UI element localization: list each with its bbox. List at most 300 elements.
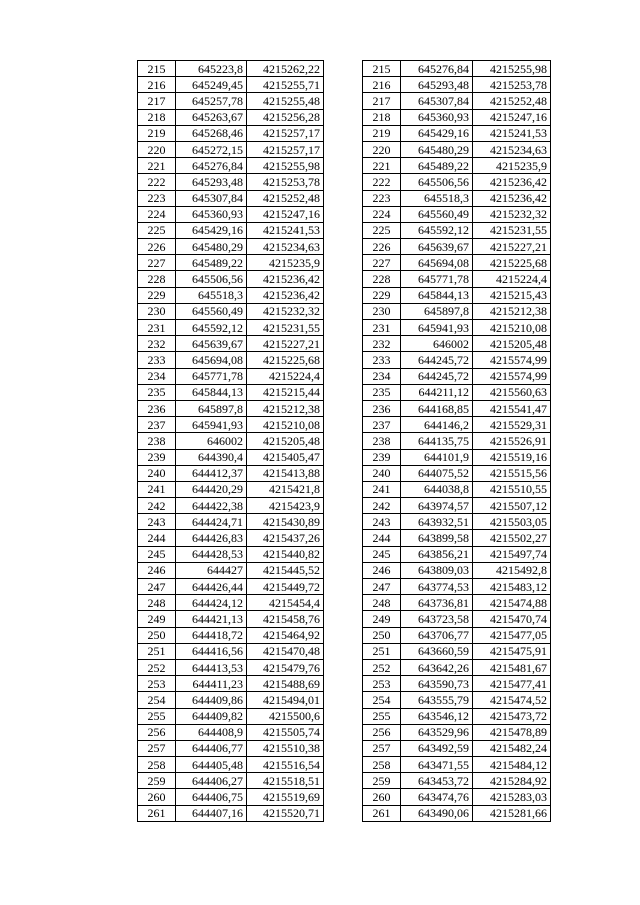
y-coordinate-cell: 4215503,05 bbox=[473, 514, 551, 530]
table-row bbox=[363, 611, 551, 627]
x-coordinate-cell: 644409,86 bbox=[176, 692, 247, 708]
x-coordinate-cell: 644146,2 bbox=[401, 417, 473, 433]
table-row bbox=[138, 724, 324, 740]
table-row bbox=[138, 805, 324, 821]
table-row bbox=[138, 400, 324, 416]
x-coordinate-cell: 645429,16 bbox=[176, 222, 247, 238]
y-coordinate-cell: 4215440,82 bbox=[247, 546, 324, 562]
x-coordinate-cell: 644245,72 bbox=[401, 368, 473, 384]
y-coordinate-cell: 4215479,76 bbox=[247, 659, 324, 675]
x-coordinate-cell: 645639,67 bbox=[401, 239, 473, 255]
x-coordinate-cell: 645771,78 bbox=[401, 271, 473, 287]
table-row bbox=[138, 320, 324, 336]
y-coordinate-cell: 4215437,26 bbox=[247, 530, 324, 546]
x-coordinate-cell: 645897,8 bbox=[401, 303, 473, 319]
point-number-cell: 260 bbox=[363, 789, 401, 805]
point-number-cell: 241 bbox=[363, 481, 401, 497]
x-coordinate-cell: 645480,29 bbox=[176, 239, 247, 255]
point-number-cell: 248 bbox=[363, 595, 401, 611]
point-number-cell: 251 bbox=[363, 643, 401, 659]
x-coordinate-cell: 644418,72 bbox=[176, 627, 247, 643]
x-coordinate-cell: 644411,23 bbox=[176, 676, 247, 692]
table-row bbox=[138, 158, 324, 174]
y-coordinate-cell: 4215212,38 bbox=[473, 303, 551, 319]
table-row bbox=[138, 61, 324, 77]
x-coordinate-cell: 643899,58 bbox=[401, 530, 473, 546]
x-coordinate-cell: 643590,73 bbox=[401, 676, 473, 692]
table-row bbox=[138, 562, 324, 578]
x-coordinate-cell: 645694,08 bbox=[401, 255, 473, 271]
point-number-cell: 228 bbox=[138, 271, 176, 287]
point-number-cell: 250 bbox=[363, 627, 401, 643]
x-coordinate-cell: 645293,48 bbox=[176, 174, 247, 190]
y-coordinate-cell: 4215510,55 bbox=[473, 481, 551, 497]
point-number-cell: 253 bbox=[363, 676, 401, 692]
x-coordinate-cell: 643492,59 bbox=[401, 740, 473, 756]
table-row bbox=[363, 740, 551, 756]
y-coordinate-cell: 4215235,9 bbox=[473, 158, 551, 174]
y-coordinate-cell: 4215529,31 bbox=[473, 417, 551, 433]
point-number-cell: 238 bbox=[138, 433, 176, 449]
point-number-cell: 247 bbox=[363, 579, 401, 595]
x-coordinate-cell: 644168,85 bbox=[401, 400, 473, 416]
y-coordinate-cell: 4215478,89 bbox=[473, 724, 551, 740]
x-coordinate-cell: 644406,77 bbox=[176, 740, 247, 756]
point-number-cell: 215 bbox=[363, 61, 401, 77]
y-coordinate-cell: 4215474,52 bbox=[473, 692, 551, 708]
x-coordinate-cell: 644422,38 bbox=[176, 498, 247, 514]
table-row bbox=[138, 514, 324, 530]
x-coordinate-cell: 644420,29 bbox=[176, 481, 247, 497]
x-coordinate-cell: 645560,49 bbox=[176, 303, 247, 319]
table-row bbox=[138, 757, 324, 773]
point-number-cell: 252 bbox=[363, 659, 401, 675]
x-coordinate-cell: 644135,75 bbox=[401, 433, 473, 449]
y-coordinate-cell: 4215477,41 bbox=[473, 676, 551, 692]
table-row bbox=[363, 789, 551, 805]
table-row bbox=[363, 643, 551, 659]
y-coordinate-cell: 4215494,01 bbox=[247, 692, 324, 708]
y-coordinate-cell: 4215236,42 bbox=[247, 271, 324, 287]
y-coordinate-cell: 4215210,08 bbox=[473, 320, 551, 336]
y-coordinate-cell: 4215482,24 bbox=[473, 740, 551, 756]
x-coordinate-cell: 643474,76 bbox=[401, 789, 473, 805]
y-coordinate-cell: 4215241,53 bbox=[473, 125, 551, 141]
point-number-cell: 217 bbox=[363, 93, 401, 109]
x-coordinate-cell: 643471,55 bbox=[401, 757, 473, 773]
table-row bbox=[363, 546, 551, 562]
x-coordinate-cell: 645518,3 bbox=[401, 190, 473, 206]
x-coordinate-cell: 645276,84 bbox=[401, 61, 473, 77]
y-coordinate-cell: 4215205,48 bbox=[247, 433, 324, 449]
point-number-cell: 216 bbox=[363, 77, 401, 93]
table-row bbox=[363, 692, 551, 708]
point-number-cell: 259 bbox=[363, 773, 401, 789]
table-row bbox=[363, 352, 551, 368]
point-number-cell: 242 bbox=[138, 498, 176, 514]
point-number-cell: 255 bbox=[138, 708, 176, 724]
table-row bbox=[363, 158, 551, 174]
y-coordinate-cell: 4215560,63 bbox=[473, 384, 551, 400]
x-coordinate-cell: 644421,13 bbox=[176, 611, 247, 627]
x-coordinate-cell: 645489,22 bbox=[401, 158, 473, 174]
y-coordinate-cell: 4215458,76 bbox=[247, 611, 324, 627]
y-coordinate-cell: 4215484,12 bbox=[473, 757, 551, 773]
point-number-cell: 261 bbox=[363, 805, 401, 821]
table-row bbox=[138, 109, 324, 125]
table-row bbox=[138, 93, 324, 109]
y-coordinate-cell: 4215507,12 bbox=[473, 498, 551, 514]
point-number-cell: 217 bbox=[138, 93, 176, 109]
y-coordinate-cell: 4215225,68 bbox=[473, 255, 551, 271]
table-row bbox=[138, 789, 324, 805]
point-number-cell: 259 bbox=[138, 773, 176, 789]
y-coordinate-cell: 4215232,32 bbox=[473, 206, 551, 222]
table-row bbox=[138, 676, 324, 692]
y-coordinate-cell: 4215474,88 bbox=[473, 595, 551, 611]
x-coordinate-cell: 644424,71 bbox=[176, 514, 247, 530]
y-coordinate-cell: 4215481,67 bbox=[473, 659, 551, 675]
point-number-cell: 243 bbox=[138, 514, 176, 530]
table-row bbox=[138, 659, 324, 675]
y-coordinate-cell: 4215236,42 bbox=[473, 174, 551, 190]
x-coordinate-cell: 643809,03 bbox=[401, 562, 473, 578]
point-number-cell: 252 bbox=[138, 659, 176, 675]
point-number-cell: 236 bbox=[138, 400, 176, 416]
x-coordinate-cell: 645694,08 bbox=[176, 352, 247, 368]
y-coordinate-cell: 4215483,12 bbox=[473, 579, 551, 595]
x-coordinate-cell: 645272,15 bbox=[176, 141, 247, 157]
y-coordinate-cell: 4215210,08 bbox=[247, 417, 324, 433]
y-coordinate-cell: 4215257,17 bbox=[247, 141, 324, 157]
y-coordinate-cell: 4215421,8 bbox=[247, 481, 324, 497]
x-coordinate-cell: 645592,12 bbox=[401, 222, 473, 238]
y-coordinate-cell: 4215281,66 bbox=[473, 805, 551, 821]
y-coordinate-cell: 4215284,92 bbox=[473, 773, 551, 789]
table-row bbox=[363, 368, 551, 384]
table-row bbox=[363, 109, 551, 125]
table-row bbox=[363, 222, 551, 238]
point-number-cell: 247 bbox=[138, 579, 176, 595]
x-coordinate-cell: 643974,57 bbox=[401, 498, 473, 514]
point-number-cell: 226 bbox=[138, 239, 176, 255]
x-coordinate-cell: 643932,51 bbox=[401, 514, 473, 530]
x-coordinate-cell: 645771,78 bbox=[176, 368, 247, 384]
point-number-cell: 226 bbox=[363, 239, 401, 255]
table-row bbox=[138, 417, 324, 433]
x-coordinate-cell: 644101,9 bbox=[401, 449, 473, 465]
table-row bbox=[363, 562, 551, 578]
y-coordinate-cell: 4215541,47 bbox=[473, 400, 551, 416]
table-row bbox=[138, 206, 324, 222]
x-coordinate-cell: 645429,16 bbox=[401, 125, 473, 141]
point-number-cell: 236 bbox=[363, 400, 401, 416]
x-coordinate-cell: 645518,3 bbox=[176, 287, 247, 303]
table-row bbox=[363, 773, 551, 789]
table-row bbox=[363, 514, 551, 530]
point-number-cell: 228 bbox=[363, 271, 401, 287]
table-row bbox=[138, 773, 324, 789]
point-number-cell: 218 bbox=[138, 109, 176, 125]
point-number-cell: 239 bbox=[363, 449, 401, 465]
x-coordinate-cell: 643490,06 bbox=[401, 805, 473, 821]
y-coordinate-cell: 4215405,47 bbox=[247, 449, 324, 465]
table-row bbox=[138, 384, 324, 400]
point-number-cell: 225 bbox=[138, 222, 176, 238]
table-row bbox=[363, 595, 551, 611]
table-row bbox=[363, 287, 551, 303]
table-row bbox=[363, 579, 551, 595]
coordinates-table-right-body bbox=[363, 61, 551, 822]
table-row bbox=[138, 368, 324, 384]
x-coordinate-cell: 644390,4 bbox=[176, 449, 247, 465]
x-coordinate-cell: 645268,46 bbox=[176, 125, 247, 141]
table-row bbox=[363, 465, 551, 481]
table-row bbox=[363, 676, 551, 692]
point-number-cell: 223 bbox=[363, 190, 401, 206]
point-number-cell: 218 bbox=[363, 109, 401, 125]
table-row bbox=[363, 400, 551, 416]
y-coordinate-cell: 4215574,99 bbox=[473, 352, 551, 368]
point-number-cell: 256 bbox=[363, 724, 401, 740]
point-number-cell: 232 bbox=[138, 336, 176, 352]
x-coordinate-cell: 643706,77 bbox=[401, 627, 473, 643]
y-coordinate-cell: 4215253,78 bbox=[247, 174, 324, 190]
y-coordinate-cell: 4215224,4 bbox=[473, 271, 551, 287]
y-coordinate-cell: 4215520,71 bbox=[247, 805, 324, 821]
point-number-cell: 239 bbox=[138, 449, 176, 465]
table-row bbox=[363, 530, 551, 546]
y-coordinate-cell: 4215526,91 bbox=[473, 433, 551, 449]
point-number-cell: 220 bbox=[363, 141, 401, 157]
x-coordinate-cell: 646002 bbox=[401, 336, 473, 352]
x-coordinate-cell: 644406,75 bbox=[176, 789, 247, 805]
y-coordinate-cell: 4215255,98 bbox=[473, 61, 551, 77]
table-row bbox=[138, 125, 324, 141]
y-coordinate-cell: 4215510,38 bbox=[247, 740, 324, 756]
point-number-cell: 221 bbox=[363, 158, 401, 174]
point-number-cell: 221 bbox=[138, 158, 176, 174]
y-coordinate-cell: 4215232,32 bbox=[247, 303, 324, 319]
table-row bbox=[363, 433, 551, 449]
point-number-cell: 244 bbox=[363, 530, 401, 546]
x-coordinate-cell: 644038,8 bbox=[401, 481, 473, 497]
point-number-cell: 245 bbox=[363, 546, 401, 562]
y-coordinate-cell: 4215215,43 bbox=[473, 287, 551, 303]
y-coordinate-cell: 4215252,48 bbox=[247, 190, 324, 206]
coordinates-table-left bbox=[137, 60, 324, 822]
x-coordinate-cell: 644427 bbox=[176, 562, 247, 578]
y-coordinate-cell: 4215231,55 bbox=[247, 320, 324, 336]
table-row bbox=[138, 222, 324, 238]
point-number-cell: 260 bbox=[138, 789, 176, 805]
point-number-cell: 246 bbox=[363, 562, 401, 578]
point-number-cell: 246 bbox=[138, 562, 176, 578]
y-coordinate-cell: 4215477,05 bbox=[473, 627, 551, 643]
y-coordinate-cell: 4215413,88 bbox=[247, 465, 324, 481]
x-coordinate-cell: 645293,48 bbox=[401, 77, 473, 93]
point-number-cell: 233 bbox=[363, 352, 401, 368]
y-coordinate-cell: 4215234,63 bbox=[473, 141, 551, 157]
x-coordinate-cell: 643774,53 bbox=[401, 579, 473, 595]
table-row bbox=[363, 481, 551, 497]
table-row bbox=[363, 384, 551, 400]
point-number-cell: 254 bbox=[363, 692, 401, 708]
x-coordinate-cell: 644245,72 bbox=[401, 352, 473, 368]
table-row bbox=[363, 627, 551, 643]
y-coordinate-cell: 4215257,17 bbox=[247, 125, 324, 141]
y-coordinate-cell: 4215241,53 bbox=[247, 222, 324, 238]
table-row bbox=[363, 659, 551, 675]
x-coordinate-cell: 645639,67 bbox=[176, 336, 247, 352]
point-number-cell: 225 bbox=[363, 222, 401, 238]
point-number-cell: 237 bbox=[363, 417, 401, 433]
y-coordinate-cell: 4215430,89 bbox=[247, 514, 324, 530]
table-row bbox=[138, 336, 324, 352]
x-coordinate-cell: 644409,82 bbox=[176, 708, 247, 724]
point-number-cell: 244 bbox=[138, 530, 176, 546]
x-coordinate-cell: 643642,26 bbox=[401, 659, 473, 675]
x-coordinate-cell: 645844,13 bbox=[176, 384, 247, 400]
x-coordinate-cell: 645307,84 bbox=[401, 93, 473, 109]
point-number-cell: 258 bbox=[363, 757, 401, 773]
y-coordinate-cell: 4215227,21 bbox=[473, 239, 551, 255]
y-coordinate-cell: 4215212,38 bbox=[247, 400, 324, 416]
point-number-cell: 235 bbox=[138, 384, 176, 400]
table-row bbox=[363, 206, 551, 222]
table-row bbox=[363, 320, 551, 336]
point-number-cell: 229 bbox=[363, 287, 401, 303]
table-row bbox=[138, 255, 324, 271]
y-coordinate-cell: 4215252,48 bbox=[473, 93, 551, 109]
point-number-cell: 230 bbox=[138, 303, 176, 319]
table-row bbox=[363, 708, 551, 724]
table-row bbox=[363, 336, 551, 352]
y-coordinate-cell: 4215205,48 bbox=[473, 336, 551, 352]
y-coordinate-cell: 4215502,27 bbox=[473, 530, 551, 546]
x-coordinate-cell: 643736,81 bbox=[401, 595, 473, 611]
point-number-cell: 251 bbox=[138, 643, 176, 659]
table-row bbox=[138, 190, 324, 206]
point-number-cell: 222 bbox=[363, 174, 401, 190]
x-coordinate-cell: 645263,67 bbox=[176, 109, 247, 125]
x-coordinate-cell: 646002 bbox=[176, 433, 247, 449]
y-coordinate-cell: 4215236,42 bbox=[473, 190, 551, 206]
x-coordinate-cell: 645223,8 bbox=[176, 61, 247, 77]
point-number-cell: 234 bbox=[138, 368, 176, 384]
x-coordinate-cell: 645489,22 bbox=[176, 255, 247, 271]
y-coordinate-cell: 4215464,92 bbox=[247, 627, 324, 643]
point-number-cell: 231 bbox=[363, 320, 401, 336]
point-number-cell: 241 bbox=[138, 481, 176, 497]
point-number-cell: 257 bbox=[363, 740, 401, 756]
x-coordinate-cell: 645506,56 bbox=[176, 271, 247, 287]
x-coordinate-cell: 644405,48 bbox=[176, 757, 247, 773]
x-coordinate-cell: 644075,52 bbox=[401, 465, 473, 481]
x-coordinate-cell: 645844,13 bbox=[401, 287, 473, 303]
y-coordinate-cell: 4215449,72 bbox=[247, 579, 324, 595]
point-number-cell: 227 bbox=[138, 255, 176, 271]
table-row bbox=[138, 465, 324, 481]
x-coordinate-cell: 644412,37 bbox=[176, 465, 247, 481]
point-number-cell: 220 bbox=[138, 141, 176, 157]
table-row bbox=[138, 627, 324, 643]
y-coordinate-cell: 4215519,69 bbox=[247, 789, 324, 805]
point-number-cell: 224 bbox=[363, 206, 401, 222]
y-coordinate-cell: 4215255,71 bbox=[247, 77, 324, 93]
table-row bbox=[138, 643, 324, 659]
point-number-cell: 258 bbox=[138, 757, 176, 773]
point-number-cell: 261 bbox=[138, 805, 176, 821]
x-coordinate-cell: 645897,8 bbox=[176, 400, 247, 416]
table-row bbox=[363, 271, 551, 287]
x-coordinate-cell: 645360,93 bbox=[401, 109, 473, 125]
x-coordinate-cell: 643856,21 bbox=[401, 546, 473, 562]
point-number-cell: 227 bbox=[363, 255, 401, 271]
y-coordinate-cell: 4215227,21 bbox=[247, 336, 324, 352]
y-coordinate-cell: 4215574,99 bbox=[473, 368, 551, 384]
x-coordinate-cell: 644406,27 bbox=[176, 773, 247, 789]
x-coordinate-cell: 644416,56 bbox=[176, 643, 247, 659]
table-row bbox=[363, 190, 551, 206]
point-number-cell: 257 bbox=[138, 740, 176, 756]
table-row bbox=[138, 174, 324, 190]
x-coordinate-cell: 643723,58 bbox=[401, 611, 473, 627]
y-coordinate-cell: 4215253,78 bbox=[473, 77, 551, 93]
point-number-cell: 250 bbox=[138, 627, 176, 643]
y-coordinate-cell: 4215488,69 bbox=[247, 676, 324, 692]
table-row bbox=[363, 417, 551, 433]
point-number-cell: 249 bbox=[138, 611, 176, 627]
point-number-cell: 233 bbox=[138, 352, 176, 368]
y-coordinate-cell: 4215470,48 bbox=[247, 643, 324, 659]
y-coordinate-cell: 4215224,4 bbox=[247, 368, 324, 384]
x-coordinate-cell: 645307,84 bbox=[176, 190, 247, 206]
x-coordinate-cell: 644426,44 bbox=[176, 579, 247, 595]
table-row bbox=[138, 352, 324, 368]
table-row bbox=[363, 498, 551, 514]
table-row bbox=[363, 303, 551, 319]
x-coordinate-cell: 645941,93 bbox=[176, 417, 247, 433]
y-coordinate-cell: 4215283,03 bbox=[473, 789, 551, 805]
y-coordinate-cell: 4215247,16 bbox=[247, 206, 324, 222]
table-row bbox=[138, 481, 324, 497]
table-row bbox=[138, 611, 324, 627]
y-coordinate-cell: 4215236,42 bbox=[247, 287, 324, 303]
x-coordinate-cell: 643660,59 bbox=[401, 643, 473, 659]
coordinates-table-right bbox=[362, 60, 551, 822]
point-number-cell: 231 bbox=[138, 320, 176, 336]
point-number-cell: 232 bbox=[363, 336, 401, 352]
x-coordinate-cell: 644407,16 bbox=[176, 805, 247, 821]
point-number-cell: 242 bbox=[363, 498, 401, 514]
point-number-cell: 237 bbox=[138, 417, 176, 433]
x-coordinate-cell: 644211,12 bbox=[401, 384, 473, 400]
y-coordinate-cell: 4215497,74 bbox=[473, 546, 551, 562]
y-coordinate-cell: 4215215,44 bbox=[247, 384, 324, 400]
point-number-cell: 224 bbox=[138, 206, 176, 222]
table-row bbox=[363, 449, 551, 465]
point-number-cell: 229 bbox=[138, 287, 176, 303]
table-row bbox=[363, 805, 551, 821]
point-number-cell: 256 bbox=[138, 724, 176, 740]
y-coordinate-cell: 4215515,56 bbox=[473, 465, 551, 481]
y-coordinate-cell: 4215234,63 bbox=[247, 239, 324, 255]
x-coordinate-cell: 643529,96 bbox=[401, 724, 473, 740]
y-coordinate-cell: 4215505,74 bbox=[247, 724, 324, 740]
table-row bbox=[363, 77, 551, 93]
x-coordinate-cell: 644413,53 bbox=[176, 659, 247, 675]
